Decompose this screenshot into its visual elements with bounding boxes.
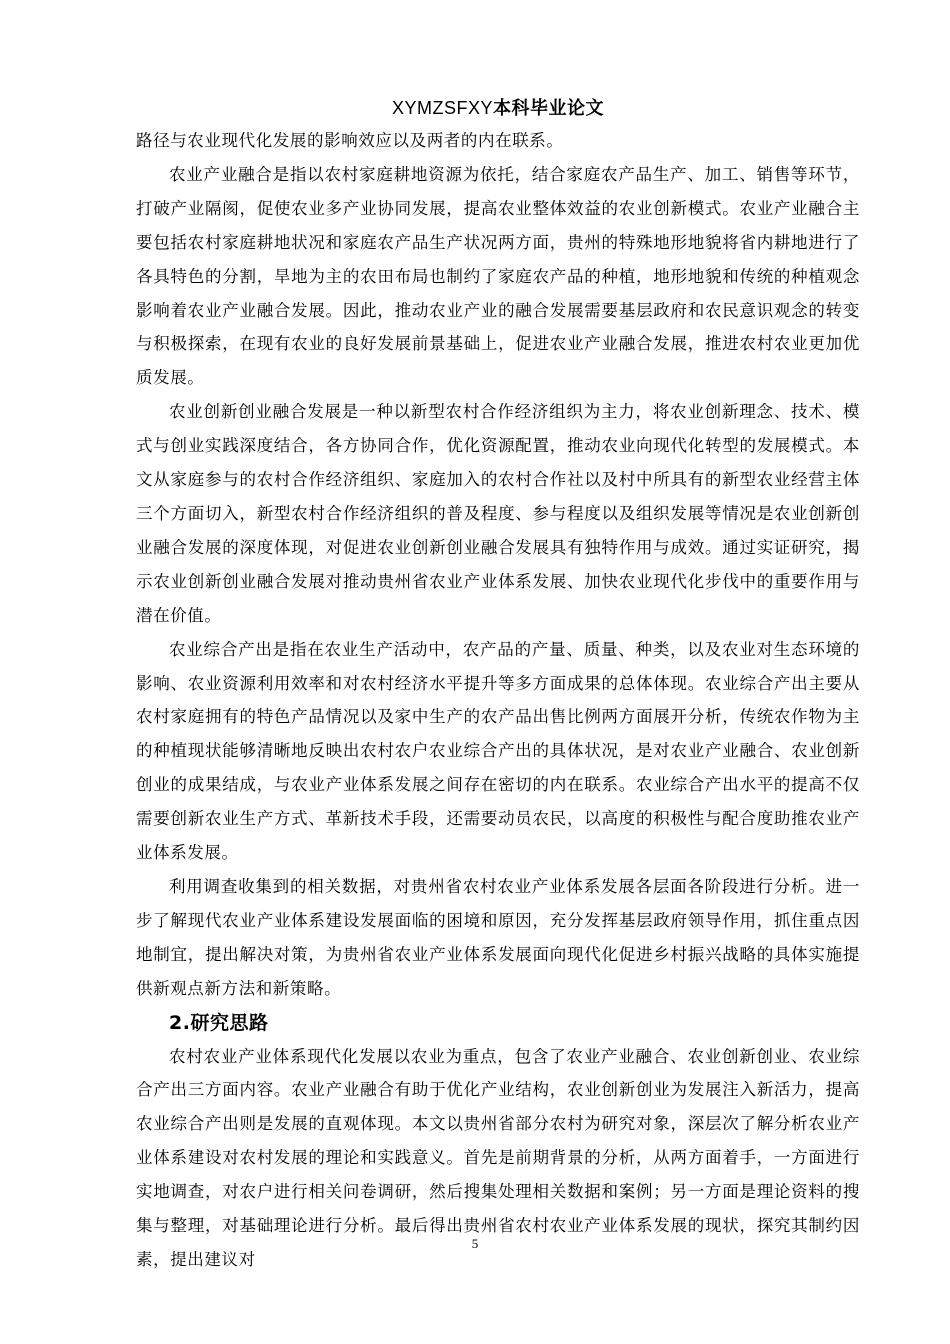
header-title: 本科毕业论文 xyxy=(493,98,604,119)
document-body xyxy=(136,124,860,1277)
paragraph-industry-integration: 农业产业融合是指以农村家庭耕地资源为依托，结合家庭农产品生产、加工、销售等环节，打破产业隔阂，促使农业多产业协同发展，提高农业整体效益的农业创新模式。农业产业融合主要包括农村家庭耕地状况和家庭农产品生产状况两方面，贵州的特殊地形地貌将省内耕地进行了各具特色的分割，旱地为主的农田布局也制约了家庭农产品的种植，地形地貌和传统的种植观念影响着农业产业融合发展。因此，推动农业产业的融合发展需要基层政府和农民意识观念的转变与积极探索，在现有农业的良好发展前景基础上，促进农业产业融合发展，推进农村农业更加优质发展。 xyxy=(136,164,860,388)
paragraph-innovation-entrepreneurship: 农业创新创业融合发展是一种以新型农村合作经济组织为主力，将农业创新理念、技术、模式与创业实践深度结合，各方协同合作，优化资源配置，推动农业向现代化转型的发展模式。本文从家庭参与的农村合作经济组织、家庭加入的农村合作社以及村中所具有的新型农业经营主体三个方面切入，新型农村合作经济组织的普及程度、参与程度以及组织发展等情况是农业创新创业融合发展的深度体现，对促进农业创新创业融合发展具有独特作用与成效。通过实证研究，揭示农业创新创业融合发展对推动贵州省农业产业体系发展、加快农业现代化步伐中的重要作用与潜在价值。 xyxy=(136,402,860,625)
page-header xyxy=(136,96,860,121)
paragraph-continuation: 路径与农业现代化发展的影响效应以及两者的内在联系。 xyxy=(136,131,564,150)
paragraph-survey-analysis: 利用调查收集到的相关数据，对贵州省农村农业产业体系发展各层面各阶段进行分析。进一步了解现代农业产业体系建设发展面临的困境和原因，充分发挥基层政府领导作用，抓住重点因地制宜，提出解决对策，为贵州省农业产业体系发展面向现代化促进乡村振兴战略的具体实施提供新观点新方法和新策略。 xyxy=(136,876,860,998)
paragraph-comprehensive-output: 农业综合产出是指在农业生产活动中，农产品的产量、质量、种类，以及农业对生态环境的影响、农业资源利用效率和对农村经济水平提升等多方面成果的总体体现。农业综合产出主要从农村家庭拥有的特色产品情况以及家中生产的农产品出售比例两方面展开分析，传统农作物为主的种植现状能够清晰地反映出农村农户农业综合产出的具体状况，是对农业产业融合、农业创新创业的成果结成，与农业产业体系发展之间存在密切的内在联系。农业综合产出水平的提高不仅需要创新农业生产方式、革新技术手段，还需要动员农民，以高度的积极性与配合度助推农业产业体系发展。 xyxy=(136,639,860,863)
page-number: 5 xyxy=(471,1236,479,1251)
paragraph-research-approach: 农村农业产业体系现代化发展以农业为重点，包含了农业产业融合、农业创新创业、农业综合产出三方面内容。农业产业融合有助于优化产业结构，农业创新创业为发展注入新活力，提高农业综合产出则是发展的直观体现。本文以贵州省部分农村为研究对象，深层次了解分析农业产业体系建设对农村发展的理论和实践意义。首先是前期背景的分析，从两方面着手，一方面进行实地调查，对农户进行相关问卷调研，然后搜集处理相关数据和案例；另一方面是理论资料的搜集与整理，对基础理论进行分析。最后得出贵州省农村农业产业体系发展的现状，探究其制约因素，提出建议对 xyxy=(136,1046,860,1269)
header-brand: XYMZSFXY xyxy=(391,98,493,118)
section-heading: 2.研究思路 xyxy=(169,1011,269,1034)
